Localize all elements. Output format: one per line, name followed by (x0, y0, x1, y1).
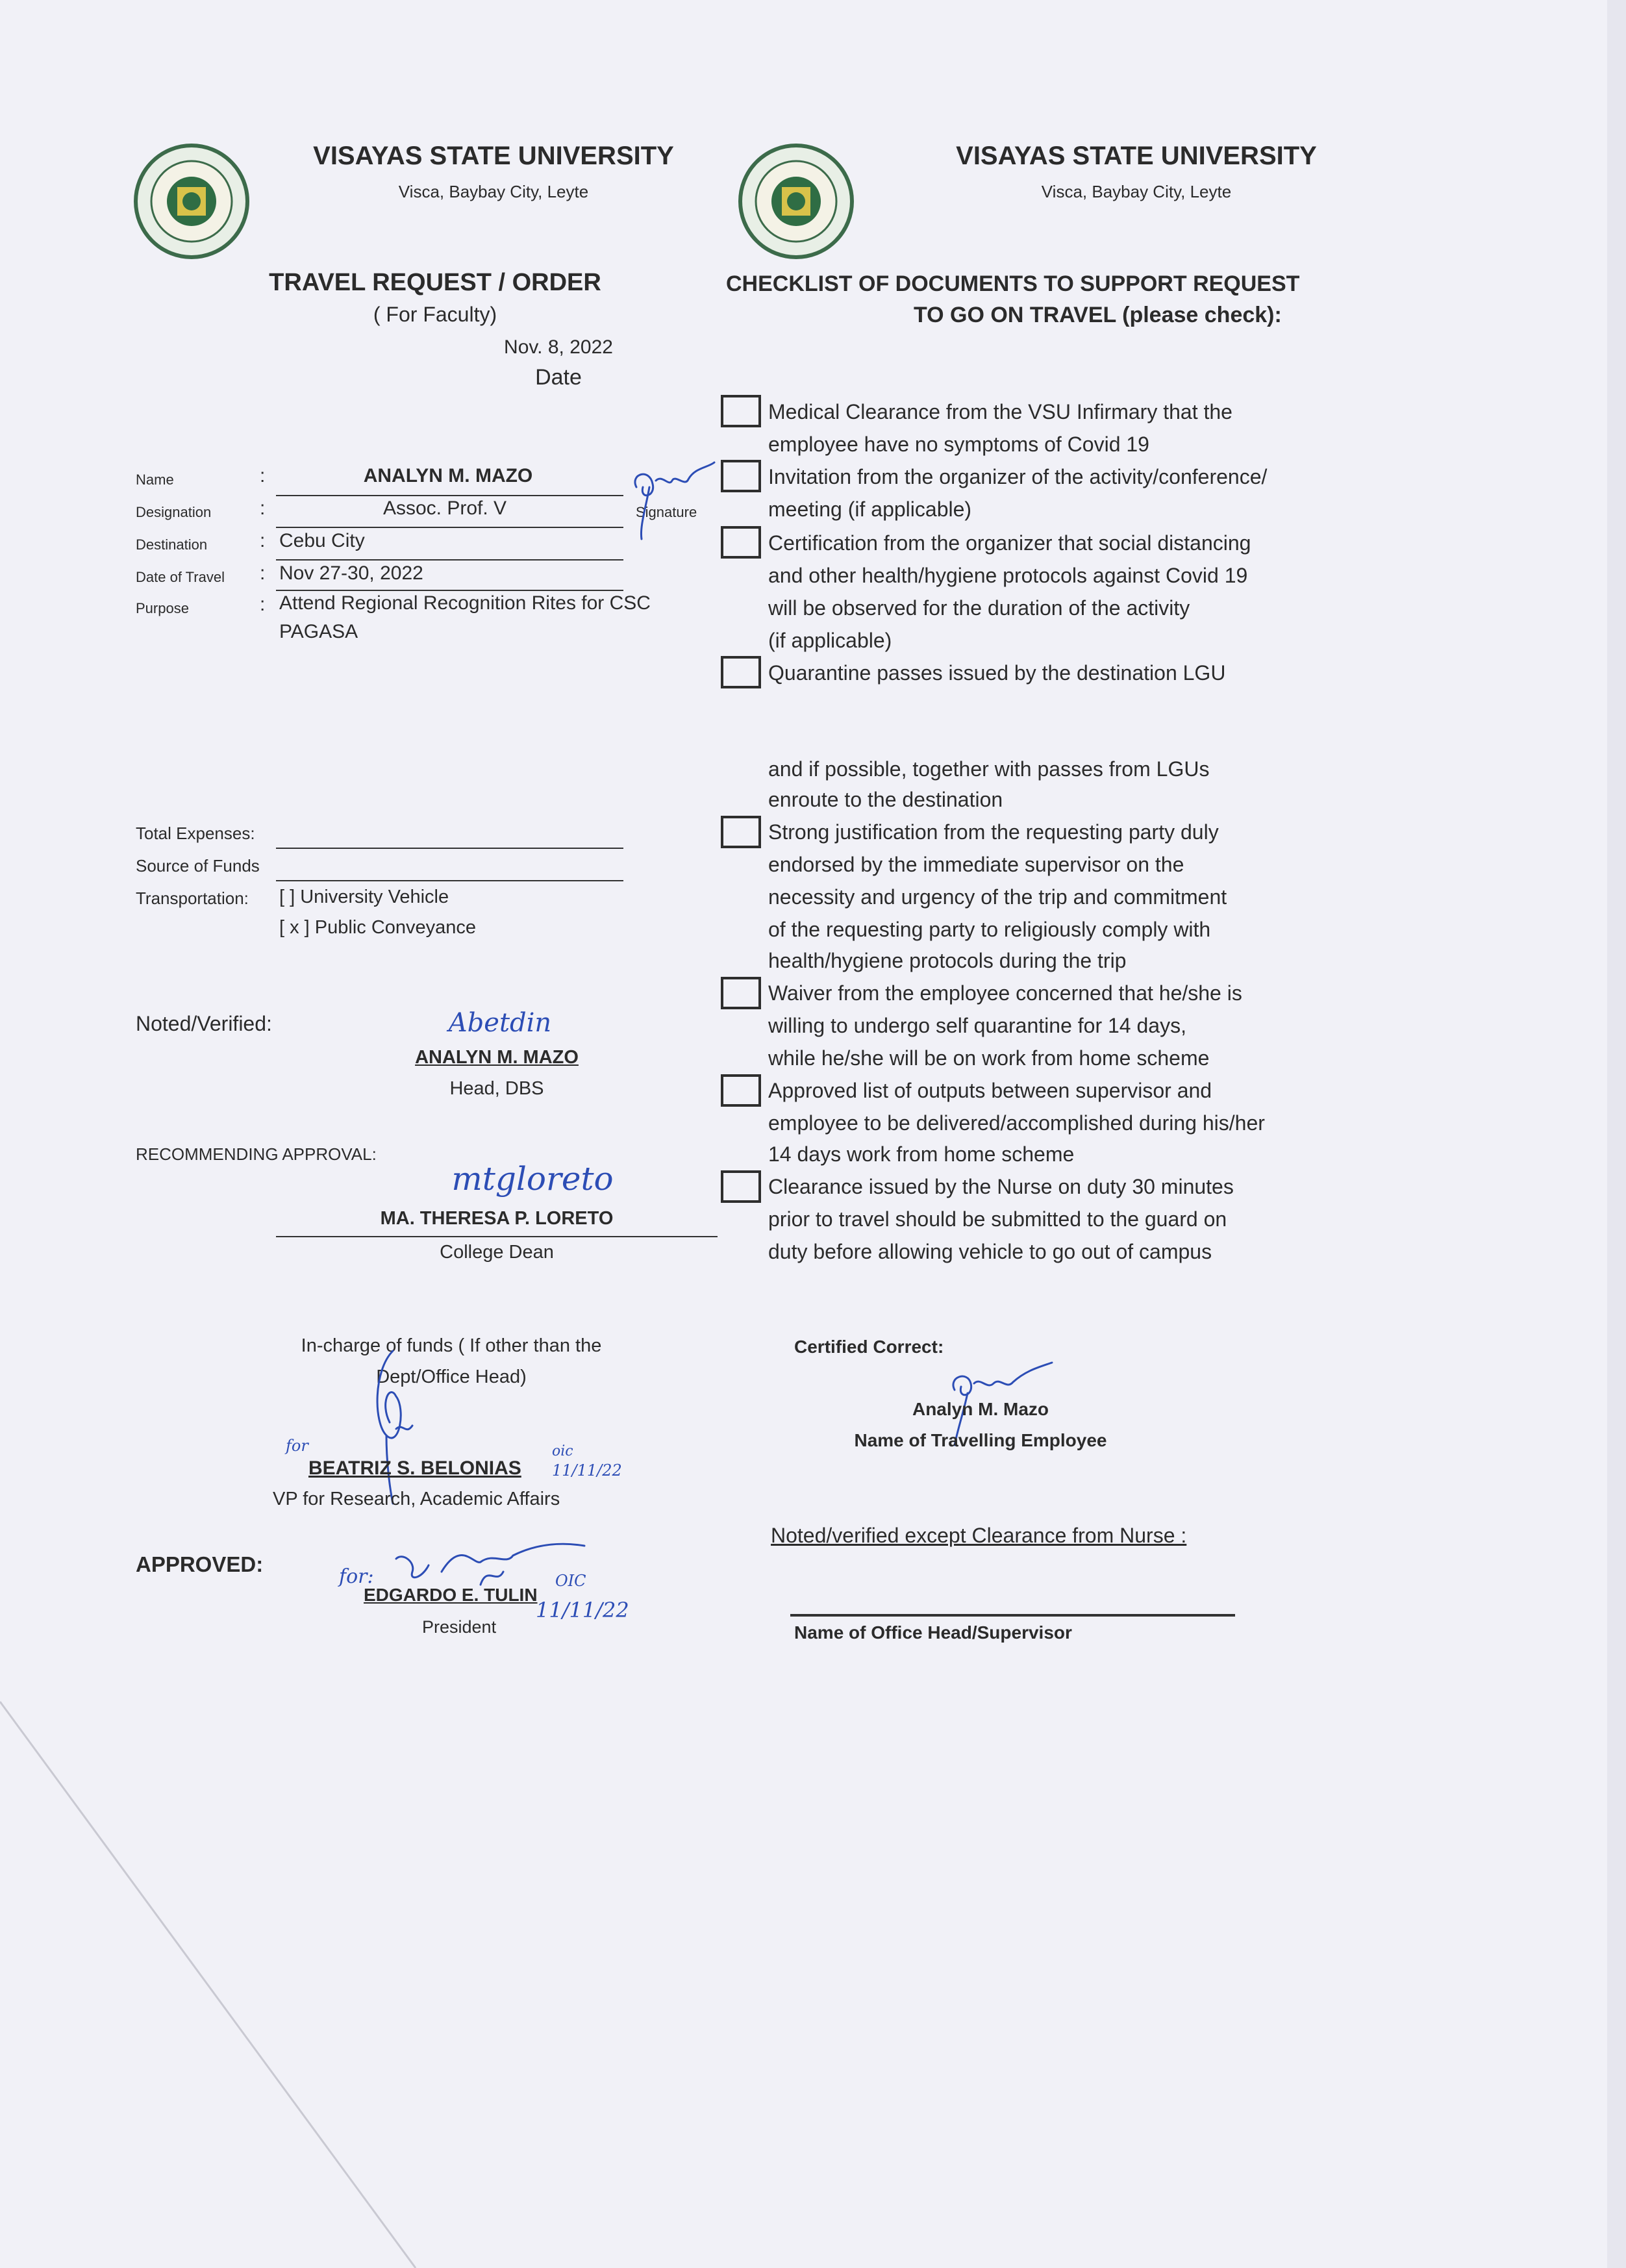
recommending-underline (276, 1236, 718, 1237)
colon: : (260, 498, 266, 519)
approved-annot-for: for: (339, 1565, 374, 1588)
paper-fold-crease (0, 1663, 455, 2268)
checklist-item-line: health/hygiene protocols during the trip (768, 949, 1127, 972)
destination-underline (276, 559, 623, 561)
date-of-travel-value: Nov 27-30, 2022 (279, 562, 423, 584)
checklist-item-line: Invitation from the organizer of the activity/conference/ (768, 465, 1268, 488)
recommending-title: College Dean (440, 1242, 554, 1263)
noted-title: Head, DBS (449, 1078, 544, 1099)
recommending-approval-label: RECOMMENDING APPROVAL: (136, 1144, 377, 1164)
recommending-signature: mtgloreto (451, 1160, 614, 1198)
funds-line2: Dept/Office Head) (376, 1367, 527, 1387)
checklist-item-line: employee to be delivered/accomplished during his/her (768, 1111, 1265, 1135)
certified-name: Analyn M. Mazo (912, 1399, 1049, 1419)
checklist-item-line: and other health/hygiene protocols against Covid 19 (768, 564, 1248, 587)
checklist-item-line: while he/she will be on work from home scheme (768, 1046, 1210, 1070)
form-title: TRAVEL REQUEST / ORDER (269, 269, 601, 296)
checklist-item-line: Quarantine passes issued by the destination LGU (768, 661, 1226, 685)
office-head-label: Name of Office Head/Supervisor (794, 1622, 1072, 1643)
colon: : (260, 594, 266, 615)
checklist-item-line: necessity and urgency of the trip and commitment (768, 885, 1227, 909)
left-university-name: VISAYAS STATE UNIVERSITY (313, 142, 674, 170)
checklist-item-line: of the requesting party to religiously comply with (768, 918, 1211, 941)
purpose-line1: Attend Regional Recognition Rites for CSC (279, 592, 651, 614)
checklist-item-line: (if applicable) (768, 629, 892, 652)
checklist-item-line: prior to travel should be submitted to the guard on (768, 1207, 1227, 1231)
checklist-item-line: Certification from the organizer that social distancing (768, 531, 1251, 555)
purpose-label: Purpose (136, 600, 189, 616)
funds-annot-date: 11/11/22 (552, 1461, 622, 1480)
employee-signature (623, 448, 721, 546)
total-expenses-line (276, 848, 623, 849)
date-of-travel-underline (276, 590, 623, 591)
checkbox-certification[interactable] (721, 526, 761, 559)
approved-title: President (422, 1617, 497, 1637)
checkbox-approved-outputs[interactable] (721, 1074, 761, 1107)
checklist-title-line2: TO GO ON TRAVEL (please check): (914, 303, 1282, 327)
checklist-item-line: duty before allowing vehicle to go out of campus (768, 1240, 1212, 1263)
name-label: Name (136, 472, 174, 488)
right-university-name: VISAYAS STATE UNIVERSITY (956, 142, 1317, 170)
funds-name: BEATRIZ S. BELONIAS (308, 1457, 521, 1479)
checklist-item-line: employee have no symptoms of Covid 19 (768, 433, 1149, 456)
approved-annot-date: 11/11/22 (536, 1598, 629, 1622)
designation-underline (276, 527, 623, 528)
transport-option-public-conveyance[interactable]: [ x ] Public Conveyance (279, 917, 477, 938)
date-label: Date (535, 365, 582, 390)
checklist-item-line: 14 days work from home scheme (768, 1142, 1075, 1166)
checklist-item-line: Waiver from the employee concerned that he/she is (768, 981, 1242, 1005)
form-subtitle: ( For Faculty) (373, 303, 497, 326)
source-of-funds-line (276, 880, 623, 881)
checklist-item-line: endorsed by the immediate supervisor on the (768, 853, 1184, 876)
designation-value: Assoc. Prof. V (382, 498, 507, 519)
university-seal-right (738, 143, 855, 260)
name-value: ANALYN M. MAZO (363, 465, 533, 486)
colon: : (260, 562, 266, 584)
checkbox-medical-clearance[interactable] (721, 395, 761, 427)
transportation-label: Transportation: (136, 888, 249, 908)
source-of-funds-label: Source of Funds (136, 856, 260, 876)
checklist-continuation-line: enroute to the destination (768, 788, 1003, 811)
signature-label: Signature (636, 504, 697, 520)
checkbox-strong-justification[interactable] (721, 816, 761, 848)
right-university-address: Visca, Baybay City, Leyte (1041, 182, 1232, 201)
approved-label: APPROVED: (136, 1552, 264, 1576)
left-university-address: Visca, Baybay City, Leyte (398, 182, 589, 201)
certified-title: Name of Travelling Employee (854, 1430, 1107, 1450)
name-underline (276, 495, 623, 496)
checklist-item-line: Medical Clearance from the VSU Infirmary that the (768, 400, 1232, 423)
checklist-item-line: will be observed for the duration of the activity (768, 596, 1190, 620)
noted-name: ANALYN M. MAZO (415, 1047, 579, 1068)
university-seal-left (133, 143, 250, 260)
checkbox-waiver[interactable] (721, 977, 761, 1009)
checklist-continuation-line: and if possible, together with passes from LGUs (768, 757, 1210, 781)
purpose-line2: PAGASA (279, 621, 358, 642)
checklist-title-line1: CHECKLIST OF DOCUMENTS TO SUPPORT REQUEST (726, 271, 1300, 296)
funds-signature (360, 1344, 438, 1507)
page-edge-shadow (1607, 0, 1626, 2268)
approved-name: EDGARDO E. TULIN (364, 1585, 538, 1605)
recommending-name: MA. THERESA P. LORETO (380, 1208, 614, 1229)
office-head-signature-line (790, 1614, 1235, 1617)
colon: : (260, 530, 266, 551)
date-value: Nov. 8, 2022 (504, 336, 613, 358)
noted-verified-label: Noted/Verified: (136, 1012, 272, 1035)
checkbox-invitation[interactable] (721, 460, 761, 492)
noted-except-nurse: Noted/verified except Clearance from Nurse : (771, 1524, 1187, 1547)
checklist-item-line: Strong justification from the requesting party duly (768, 820, 1219, 844)
certified-correct-label: Certified Correct: (794, 1337, 944, 1357)
noted-signature: Abetdin (448, 1008, 552, 1038)
checklist-item-line: willing to undergo self quarantine for 14 days, (768, 1014, 1186, 1037)
approved-annot-oic: OIC (555, 1572, 586, 1590)
designation-label: Designation (136, 504, 212, 520)
checklist-item-line: Clearance issued by the Nurse on duty 30 minutes (768, 1175, 1234, 1198)
total-expenses-label: Total Expenses: (136, 824, 255, 843)
checklist-item-line: meeting (if applicable) (768, 498, 972, 521)
transport-option-university-vehicle[interactable]: [ ] University Vehicle (279, 887, 449, 907)
destination-label: Destination (136, 536, 208, 553)
funds-line1: In-charge of funds ( If other than the (301, 1335, 602, 1356)
funds-title: VP for Research, Academic Affairs (273, 1489, 560, 1509)
colon: : (260, 465, 266, 486)
funds-annot-oic: oic (552, 1443, 573, 1459)
destination-value: Cebu City (279, 530, 365, 551)
funds-annot-for: for (286, 1437, 308, 1455)
date-of-travel-label: Date of Travel (136, 569, 225, 585)
checklist-item-line: Approved list of outputs between supervisor and (768, 1079, 1212, 1102)
checkbox-quarantine-passes[interactable] (721, 656, 761, 688)
checkbox-nurse-clearance[interactable] (721, 1170, 761, 1203)
